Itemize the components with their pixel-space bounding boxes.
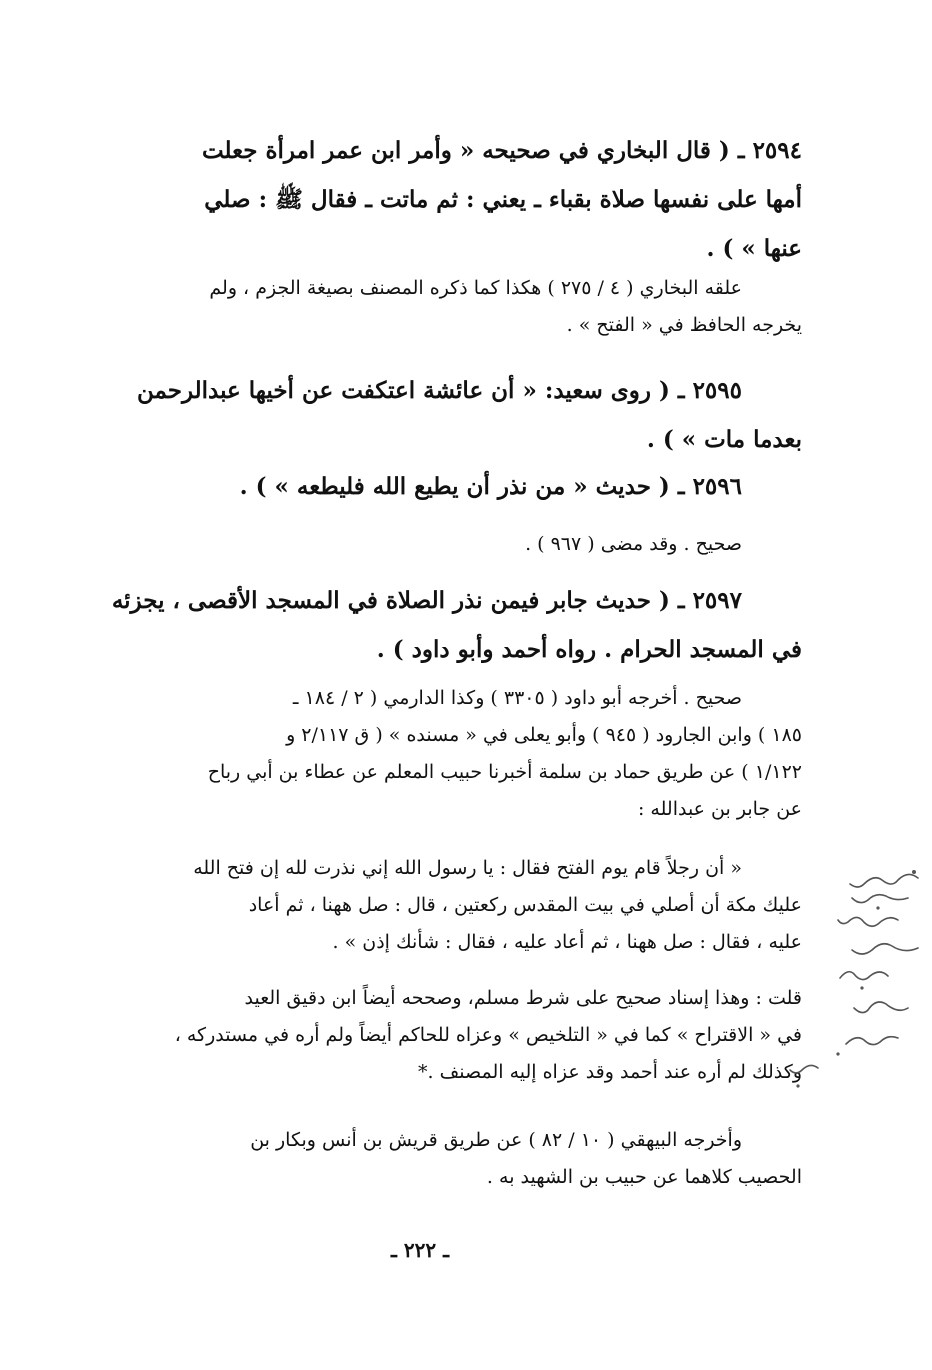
text-line: بعدما مات » ) .: [646, 426, 802, 453]
hadith-2597: [102, 576, 802, 674]
text-line: في « الاقتراح » كما في « التلخيص » وعزاه للحاكم أيضاً ولم أره في مستدركه ،: [174, 1024, 802, 1046]
text-line: يخرجه الحافظ في « الفتح » .: [566, 314, 802, 336]
text-line: عنها » ) .: [706, 235, 802, 262]
hadith-2596: [102, 462, 802, 511]
text-line: الحصيب كلاهما عن حبيب بن الشهيد به .: [486, 1166, 802, 1188]
text-line: قلت : وهذا إسناد صحيح على شرط مسلم، وصححه أيضاً ابن دقيق العيد: [244, 987, 802, 1009]
text-line: ١٨٥ ) وابن الجارود ( ٩٤٥ ) وأبو يعلى في « مسنده » ( ق ٢/١١٧ و: [286, 724, 802, 746]
commentary-2594: [102, 270, 802, 344]
text-line: ١/١٢٢ ) عن طريق حماد بن سلمة أخبرنا حبيب المعلم عن عطاء بن أبي رباح: [207, 761, 802, 783]
text-line: وكذلك لم أره عند أحمد وقد عزاه إليه المصنف .*: [418, 1061, 802, 1083]
text-line: صحيح . أخرجه أبو داود ( ٣٣٠٥ ) وكذا الدارمي ( ٢ / ١٨٤ ـ: [292, 687, 742, 709]
text-line: في المسجد الحرام . رواه أحمد وأبو داود ) .: [376, 636, 802, 663]
quoted-hadith: [102, 850, 802, 961]
page-number: ـ ٢٢٢ ـ: [391, 1238, 449, 1262]
commentary-2597: [102, 680, 802, 828]
text-line: عن جابر بن عبدالله :: [637, 798, 802, 820]
text-line: ٢٥٩٤ ـ ( قال البخاري في صحيحه « وأمر ابن عمر امرأة جعلت: [201, 137, 802, 164]
text-line: ٢٥٩٦ ـ ( حديث « من نذر أن يطيع الله فليطعه » ) .: [239, 473, 742, 500]
text-line: ٢٥٩٥ ـ ( روى سعيد: « أن عائشة اعتكفت عن أخيها عبدالرحمن: [136, 377, 742, 404]
text-line: علقه البخاري ( ٤ / ٢٧٥ ) هكذا كما ذكره المصنف بصيغة الجزم ، ولم: [209, 277, 742, 299]
hadith-2595: [102, 366, 802, 464]
handwriting-scribble-icon: [778, 858, 928, 1118]
text-line: وأخرجه البيهقي ( ١٠ / ٨٢ ) عن طريق قريش بن أنس وبكار بن: [250, 1129, 742, 1151]
author-note: [102, 980, 802, 1091]
text-line: صحيح . وقد مضى ( ٩٦٧ ) .: [525, 533, 742, 555]
commentary-bayhaqi: [102, 1122, 802, 1196]
text-line: عليه ، فقال : صل ههنا ، ثم أعاد عليه ، فقال : شأنك إذن » .: [332, 931, 802, 953]
hadith-2594: [102, 126, 802, 273]
text-line: ٢٥٩٧ ـ ( حديث جابر فيمن نذر الصلاة في المسجد الأقصى ، يجزئه: [111, 587, 742, 614]
handwritten-margin-note: [778, 858, 928, 1118]
text-line: أمها على نفسها صلاة بقباء ـ يعني : ثم ماتت ـ فقال ﷺ : صلي: [204, 186, 802, 213]
text-line: عليك مكة أن أصلي في بيت المقدس ركعتين ، قال : صل ههنا ، ثم أعاد: [248, 894, 802, 916]
text-line: « أن رجلاً قام يوم الفتح فقال : يا رسول الله إني نذرت لله إن فتح الله: [193, 857, 742, 879]
commentary-2596: [102, 526, 802, 563]
